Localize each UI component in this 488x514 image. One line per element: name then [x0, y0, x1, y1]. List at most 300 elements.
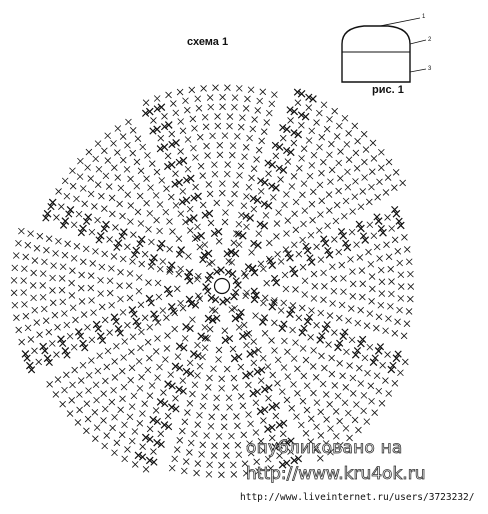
cross-stitch-icon: [271, 92, 277, 98]
cross-stitch-icon: [178, 211, 184, 217]
cross-stitch-icon: [336, 249, 342, 255]
cross-stitch-icon: [291, 140, 297, 146]
cross-stitch-icon: [189, 391, 195, 397]
cross-stitch-icon: [144, 176, 150, 182]
cross-stitch-icon: [383, 189, 389, 195]
cross-stitch-icon: [352, 123, 358, 129]
cross-stitch-icon: [147, 324, 153, 330]
cross-stitch-icon: [329, 371, 335, 377]
cross-stitch-icon: [137, 385, 143, 391]
cross-stitch-icon: [205, 153, 211, 159]
cross-stitch-icon: [83, 428, 89, 434]
cross-stitch-icon: [398, 272, 404, 278]
cross-stitch-icon: [108, 265, 114, 271]
cross-stitch-icon: [339, 302, 345, 308]
cross-stitch-icon: [184, 410, 190, 416]
cross-stitch-icon: [90, 260, 96, 266]
cross-stitch-icon: [178, 148, 184, 154]
cross-stitch-icon: [190, 145, 196, 151]
cross-stitch-icon: [183, 459, 189, 465]
cross-stitch-icon: [282, 272, 288, 278]
cross-stitch-icon: [41, 259, 47, 265]
cross-stitch-icon: [144, 152, 150, 158]
cross-stitch-icon: [343, 384, 349, 390]
cross-stitch-icon: [314, 400, 320, 406]
cross-stitch-icon: [346, 318, 352, 324]
cross-stitch-icon: [94, 425, 100, 431]
cross-stitch-icon: [296, 251, 302, 257]
cross-stitch-icon: [25, 242, 31, 248]
cross-stitch-icon: [328, 141, 334, 147]
cross-stitch-icon: [299, 155, 305, 161]
cross-stitch-icon: [128, 377, 134, 383]
cross-stitch-icon: [181, 468, 187, 474]
cross-stitch-icon: [375, 194, 381, 200]
cross-stitch-icon: [376, 179, 382, 185]
cross-stitch-icon: [327, 116, 333, 122]
cross-stitch-icon: [142, 401, 148, 407]
site-url[interactable]: http://www.kru4ok.ru: [246, 464, 426, 484]
callout-line-3: [410, 69, 426, 72]
cross-stitch-icon: [184, 107, 190, 113]
cross-stitch-icon: [318, 409, 324, 415]
cross-stitch-icon: [303, 430, 309, 436]
cross-stitch-icon: [302, 291, 308, 297]
cross-stitch-icon: [387, 303, 393, 309]
cross-stitch-icon: [98, 277, 104, 283]
cross-stitch-icon: [155, 280, 161, 286]
cross-stitch-icon: [289, 184, 295, 190]
cross-stitch-icon: [289, 405, 295, 411]
cross-stitch-icon: [347, 256, 353, 262]
cross-stitch-icon: [330, 301, 336, 307]
cross-stitch-icon: [342, 115, 348, 121]
cross-stitch-icon: [260, 300, 266, 306]
cross-stitch-icon: [365, 370, 371, 376]
cross-stitch-icon: [168, 372, 174, 378]
cross-stitch-icon: [243, 193, 249, 199]
cross-stitch-icon: [357, 254, 363, 260]
cross-stitch-icon: [251, 206, 257, 212]
cross-stitch-icon: [314, 120, 320, 126]
cross-stitch-icon: [174, 286, 180, 292]
cross-stitch-icon: [382, 378, 388, 384]
cross-stitch-icon: [139, 411, 145, 417]
cross-stitch-icon: [337, 418, 343, 424]
cross-stitch-icon: [148, 185, 154, 191]
cross-stitch-icon: [99, 264, 105, 270]
cross-stitch-icon: [182, 419, 188, 425]
cross-stitch-icon: [272, 348, 278, 354]
cross-stitch-icon: [153, 407, 159, 413]
cross-stitch-icon: [25, 325, 31, 331]
cross-stitch-icon: [71, 344, 77, 350]
cross-stitch-icon: [101, 391, 107, 397]
cross-stitch-icon: [243, 342, 249, 348]
cross-stitch-icon: [356, 365, 362, 371]
cross-stitch-icon: [256, 147, 262, 153]
cross-stitch-icon: [230, 462, 236, 468]
cross-stitch-icon: [331, 276, 337, 282]
cross-stitch-icon: [230, 346, 236, 352]
cross-stitch-icon: [227, 404, 233, 410]
cross-stitch-icon: [102, 317, 108, 323]
cross-stitch-icon: [232, 95, 238, 101]
cross-stitch-icon: [176, 236, 182, 242]
cross-stitch-icon: [308, 232, 314, 238]
cross-stitch-icon: [208, 220, 214, 226]
cross-stitch-icon: [46, 236, 52, 242]
cross-stitch-icon: [318, 353, 324, 359]
cross-stitch-icon: [59, 275, 65, 281]
cross-stitch-icon: [323, 391, 329, 397]
cross-stitch-icon: [81, 312, 87, 318]
cross-stitch-icon: [91, 310, 97, 316]
cross-stitch-icon: [86, 149, 92, 155]
cross-stitch-icon: [311, 271, 317, 277]
cross-stitch-icon: [135, 136, 141, 142]
cross-stitch-icon: [270, 372, 276, 378]
cross-stitch-icon: [253, 400, 259, 406]
cross-stitch-icon: [379, 279, 385, 285]
cross-stitch-icon: [82, 201, 88, 207]
cross-stitch-icon: [75, 419, 81, 425]
cross-stitch-icon: [231, 104, 237, 110]
cross-stitch-icon: [187, 400, 193, 406]
cross-stitch-icon: [85, 416, 91, 422]
cross-stitch-icon: [43, 318, 49, 324]
cross-stitch-icon: [109, 195, 115, 201]
cross-stitch-icon: [195, 293, 201, 299]
cross-stitch-icon: [189, 87, 195, 93]
cross-stitch-icon: [327, 401, 333, 407]
cross-stitch-icon: [335, 393, 341, 399]
source-url[interactable]: http://www.liveinternet.ru/users/3723232/: [240, 492, 475, 503]
cross-stitch-icon: [145, 367, 151, 373]
cross-stitch-icon: [167, 246, 173, 252]
cross-stitch-icon: [77, 407, 83, 413]
cross-stitch-icon: [274, 221, 280, 227]
cross-stitch-icon: [79, 272, 85, 278]
cross-stitch-icon: [275, 251, 281, 257]
cross-stitch-icon: [311, 295, 317, 301]
cross-stitch-icon: [72, 367, 78, 373]
cross-stitch-icon: [398, 295, 404, 301]
cross-stitch-icon: [37, 233, 43, 239]
cross-stitch-icon: [354, 242, 360, 248]
cross-stitch-icon: [342, 400, 348, 406]
cross-stitch-icon: [32, 258, 38, 264]
cross-stitch-icon: [250, 126, 256, 132]
cross-stitch-icon: [372, 410, 378, 416]
cross-stitch-icon: [104, 364, 110, 370]
cross-stitch-icon: [217, 142, 223, 148]
cross-stitch-icon: [79, 298, 85, 304]
cross-stitch-icon: [70, 382, 76, 388]
cross-stitch-icon: [238, 124, 244, 130]
cross-stitch-icon: [360, 188, 366, 194]
cross-stitch-icon: [121, 354, 127, 360]
cross-stitch-icon: [256, 231, 262, 237]
cross-stitch-icon: [383, 328, 389, 334]
stitch-group: [11, 85, 414, 478]
cross-stitch-icon: [385, 175, 391, 181]
cross-stitch-icon: [368, 261, 374, 267]
cross-stitch-icon: [259, 138, 265, 144]
cross-stitch-icon: [107, 330, 113, 336]
cross-stitch-icon: [131, 393, 137, 399]
cross-stitch-icon: [121, 384, 127, 390]
cross-stitch-icon: [43, 247, 49, 253]
cross-stitch-icon: [317, 182, 323, 188]
cross-stitch-icon: [103, 173, 109, 179]
cross-stitch-icon: [370, 140, 376, 146]
cross-stitch-icon: [168, 194, 174, 200]
cross-stitch-icon: [53, 214, 59, 220]
cross-stitch-icon: [36, 359, 42, 365]
cross-stitch-icon: [182, 98, 188, 104]
cross-stitch-icon: [21, 266, 27, 272]
cross-stitch-icon: [203, 124, 209, 130]
cross-stitch-icon: [407, 271, 413, 277]
cross-stitch-icon: [401, 234, 407, 240]
cross-stitch-icon: [347, 363, 353, 369]
cross-stitch-icon: [260, 418, 266, 424]
cross-stitch-icon: [191, 431, 197, 437]
cross-stitch-icon: [285, 159, 291, 165]
cross-stitch-icon: [115, 126, 121, 132]
cross-stitch-icon: [196, 412, 202, 418]
cross-stitch-icon: [262, 295, 268, 301]
cross-stitch-icon: [194, 470, 200, 476]
cross-stitch-icon: [92, 248, 98, 254]
callout-line-2: [410, 40, 426, 44]
cross-stitch-icon: [178, 266, 184, 272]
cross-stitch-icon: [59, 287, 65, 293]
cross-stitch-icon: [80, 185, 86, 191]
cross-stitch-icon: [210, 133, 216, 139]
cross-stitch-icon: [324, 416, 330, 422]
cross-stitch-icon: [336, 160, 342, 166]
cross-stitch-icon: [293, 286, 299, 292]
cross-stitch-icon: [174, 447, 180, 453]
cross-stitch-icon: [19, 339, 25, 345]
cross-stitch-icon: [178, 119, 184, 125]
cross-stitch-icon: [78, 378, 84, 384]
cross-stitch-icon: [128, 349, 134, 355]
cross-stitch-icon: [402, 359, 408, 365]
cross-stitch-icon: [306, 105, 312, 111]
cross-stitch-icon: [374, 373, 380, 379]
cross-stitch-icon: [156, 364, 162, 370]
cross-stitch-icon: [218, 462, 224, 468]
cross-stitch-icon: [209, 414, 215, 420]
cross-stitch-icon: [238, 364, 244, 370]
cross-stitch-icon: [320, 159, 326, 165]
cross-stitch-icon: [291, 173, 297, 179]
cross-stitch-icon: [266, 240, 272, 246]
cross-stitch-icon: [248, 87, 254, 93]
cross-stitch-icon: [386, 391, 392, 397]
cross-stitch-icon: [236, 221, 242, 227]
cross-stitch-icon: [223, 453, 229, 459]
cross-stitch-icon: [154, 217, 160, 223]
cross-stitch-icon: [142, 251, 148, 257]
cross-stitch-icon: [180, 188, 186, 194]
cross-stitch-icon: [23, 313, 29, 319]
cross-stitch-icon: [136, 358, 142, 364]
cross-stitch-icon: [112, 374, 118, 380]
cross-stitch-icon: [219, 190, 225, 196]
cross-stitch-icon: [266, 171, 272, 177]
cross-stitch-icon: [275, 357, 281, 363]
cross-stitch-icon: [199, 451, 205, 457]
cross-stitch-icon: [222, 209, 228, 215]
cross-stitch-icon: [101, 148, 107, 154]
cross-stitch-icon: [76, 211, 82, 217]
cross-stitch-icon: [336, 315, 342, 321]
cross-stitch-icon: [102, 443, 108, 449]
cross-stitch-icon: [293, 227, 299, 233]
cross-stitch-icon: [77, 158, 83, 164]
cross-stitch-icon: [329, 355, 335, 361]
cross-stitch-icon: [300, 346, 306, 352]
cross-stitch-icon: [369, 274, 375, 280]
cross-stitch-icon: [343, 198, 349, 204]
cross-stitch-icon: [143, 100, 149, 106]
cross-stitch-icon: [122, 456, 128, 462]
cross-stitch-icon: [354, 165, 360, 171]
cross-stitch-icon: [177, 89, 183, 95]
cross-stitch-icon: [34, 245, 40, 251]
cross-stitch-icon: [154, 336, 160, 342]
cross-stitch-icon: [111, 387, 117, 393]
callout-3: 3: [428, 66, 432, 72]
cross-stitch-icon: [173, 202, 179, 208]
cross-stitch-icon: [109, 211, 115, 217]
cross-stitch-icon: [97, 353, 103, 359]
cross-stitch-icon: [34, 320, 40, 326]
cross-stitch-icon: [30, 282, 36, 288]
cross-stitch-icon: [92, 436, 98, 442]
cross-stitch-icon: [280, 431, 286, 437]
cross-stitch-icon: [243, 273, 249, 279]
cross-stitch-icon: [212, 171, 218, 177]
cross-stitch-icon: [120, 256, 126, 262]
cross-stitch-icon: [237, 172, 243, 178]
cross-stitch-icon: [64, 322, 70, 328]
cross-stitch-icon: [236, 242, 242, 248]
cross-stitch-icon: [71, 222, 77, 228]
cross-stitch-icon: [40, 271, 46, 277]
cross-stitch-icon: [88, 191, 94, 197]
cross-stitch-icon: [120, 134, 126, 140]
cross-stitch-icon: [200, 202, 206, 208]
cross-stitch-icon: [201, 394, 207, 400]
cross-stitch-icon: [368, 184, 374, 190]
cross-stitch-icon: [98, 193, 104, 199]
cross-stitch-icon: [209, 259, 215, 265]
cross-stitch-icon: [169, 229, 175, 235]
cross-stitch-icon: [83, 246, 89, 252]
cross-stitch-icon: [331, 288, 337, 294]
cross-stitch-icon: [88, 358, 94, 364]
cross-stitch-icon: [13, 315, 19, 321]
cross-stitch-icon: [62, 178, 68, 184]
cross-stitch-icon: [153, 192, 159, 198]
cross-stitch-icon: [309, 162, 315, 168]
cross-stitch-icon: [69, 268, 75, 274]
cross-stitch-icon: [106, 184, 112, 190]
cross-stitch-icon: [198, 163, 204, 169]
cross-stitch-icon: [188, 440, 194, 446]
cross-stitch-icon: [386, 159, 392, 165]
cross-stitch-icon: [364, 323, 370, 329]
cross-stitch-icon: [132, 461, 138, 467]
cross-stitch-icon: [143, 466, 149, 472]
cross-stitch-icon: [310, 189, 316, 195]
cross-stitch-icon: [166, 218, 172, 224]
cross-stitch-icon: [311, 347, 317, 353]
cross-stitch-icon: [21, 278, 27, 284]
cross-stitch-icon: [95, 368, 101, 374]
cross-stitch-icon: [119, 368, 125, 374]
cross-stitch-icon: [114, 440, 120, 446]
cross-stitch-icon: [392, 237, 398, 243]
cross-stitch-icon: [107, 236, 113, 242]
cross-stitch-icon: [291, 242, 297, 248]
cross-stitch-icon: [355, 427, 361, 433]
cross-stitch-icon: [340, 275, 346, 281]
cross-stitch-icon: [320, 297, 326, 303]
cross-stitch-icon: [31, 295, 37, 301]
cross-stitch-icon: [192, 382, 198, 388]
cross-stitch-icon: [283, 286, 289, 292]
cross-stitch-icon: [216, 238, 222, 244]
cross-stitch-icon: [69, 397, 75, 403]
cross-stitch-icon: [337, 360, 343, 366]
cross-stitch-icon: [263, 212, 269, 218]
scheme-title: схема 1: [187, 36, 229, 48]
cross-stitch-icon: [190, 116, 196, 122]
callout-line-1: [380, 18, 420, 26]
cross-stitch-icon: [200, 403, 206, 409]
cross-stitch-icon: [146, 355, 152, 361]
cross-stitch-icon: [202, 345, 208, 351]
cross-stitch-icon: [111, 253, 117, 259]
cross-stitch-icon: [86, 372, 92, 378]
cross-stitch-icon: [62, 387, 68, 393]
cross-stitch-icon: [158, 431, 164, 437]
cross-stitch-icon: [224, 366, 230, 372]
cross-stitch-icon: [380, 362, 386, 368]
cross-stitch-icon: [230, 143, 236, 149]
cross-stitch-icon: [127, 271, 133, 277]
cross-stitch-icon: [211, 452, 217, 458]
cross-stitch-icon: [238, 212, 244, 218]
cross-stitch-icon: [318, 257, 324, 263]
cross-stitch-icon: [215, 113, 221, 119]
cross-stitch-icon: [242, 154, 248, 160]
cross-stitch-icon: [138, 302, 144, 308]
cross-stitch-icon: [355, 138, 361, 144]
cross-stitch-icon: [120, 157, 126, 163]
cross-stitch-icon: [358, 381, 364, 387]
cross-stitch-icon: [352, 194, 358, 200]
cross-stitch-icon: [31, 348, 37, 354]
cross-stitch-icon: [95, 217, 101, 223]
cross-stitch-icon: [69, 280, 75, 286]
